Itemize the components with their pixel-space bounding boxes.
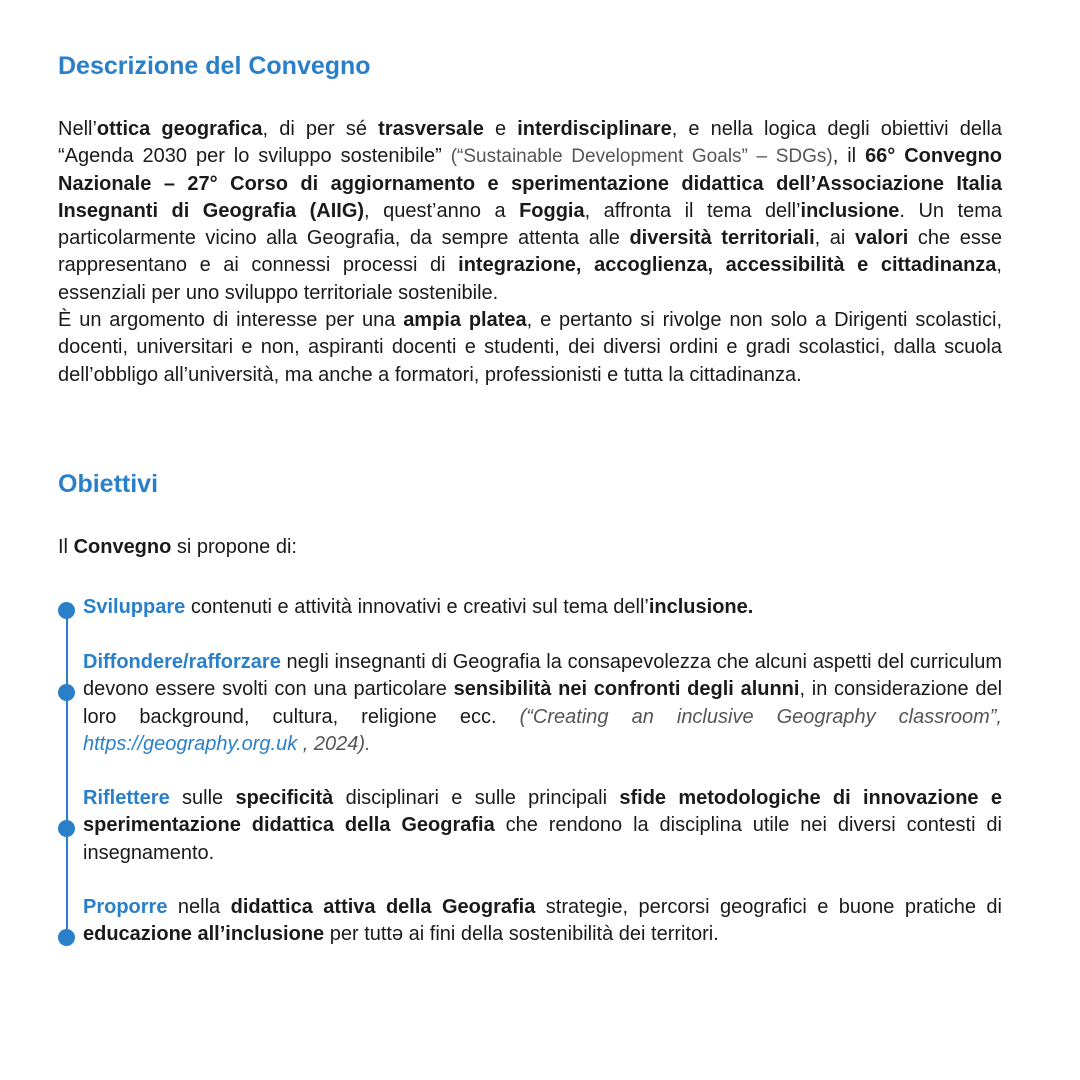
bold-span: diversità territoriali: [629, 227, 815, 250]
geography-link[interactable]: https://geography.org.uk: [83, 732, 298, 755]
text-span: , quest’anno a: [364, 199, 520, 222]
objective-item: [83, 785, 1002, 867]
text-span: nella: [167, 896, 231, 918]
objective-item: [83, 649, 1002, 758]
bold-span: Foggia: [519, 199, 585, 222]
description-heading: Descrizione del Convegno: [58, 52, 371, 80]
bold-span: inclusione: [800, 199, 900, 222]
bold-span: ottica geografica: [96, 118, 263, 140]
timeline-dot: [58, 929, 75, 946]
text-span: contenuti e attività innovativi e creativi sul tema dell’: [185, 596, 649, 618]
citation: , 2024).: [297, 732, 371, 755]
bold-span: ampia platea: [403, 309, 527, 332]
objective-verb: Proporre: [83, 896, 168, 918]
text-span: , in considerazione del loro background, cultura, religione ecc.: [83, 678, 1003, 728]
bold-span: sensibilità nei confronti degli alunni: [453, 678, 800, 701]
bold-span: interdisciplinare: [517, 118, 672, 140]
bold-span: didattica attiva della Geografia: [230, 896, 536, 918]
objective-verb: Riflettere: [83, 787, 170, 809]
text-span: negli insegnanti di Geografia la consapevolezza che alcuni aspetti del curriculum devono essere svolti con una particolare: [83, 651, 1002, 701]
bold-span: specificità: [235, 787, 334, 809]
timeline-line: [66, 608, 68, 936]
bold-span: inclusione.: [648, 596, 754, 618]
text-span: , di per sé: [262, 118, 379, 140]
text-span: , essenziali per uno sviluppo territoriale sostenibile.: [58, 254, 1002, 304]
objectives-intro: [58, 534, 1002, 561]
bold-span: valori: [854, 227, 909, 250]
text-span: sulle: [169, 787, 236, 809]
text-span: per tuttə ai fini della sostenibilità dei territori.: [324, 923, 719, 946]
bold-span: Convegno: [73, 536, 172, 558]
timeline-dot: [58, 602, 75, 619]
text-span: disciplinari e sulle principali: [333, 787, 620, 809]
text-span: , affronta il tema dell’: [584, 199, 801, 222]
timeline-dot: [58, 684, 75, 701]
text-span: Il: [58, 536, 74, 558]
objective-item: [83, 894, 1002, 949]
objectives-heading: Obiettivi: [58, 470, 159, 498]
description-text: [58, 116, 1002, 389]
bold-span: educazione all’inclusione: [83, 923, 325, 946]
objective-item: [83, 594, 1002, 621]
objective-verb: Sviluppare: [83, 596, 186, 618]
text-span: È un argomento di interesse per una: [58, 309, 404, 332]
timeline-dot: [58, 820, 75, 837]
bold-span: trasversale: [378, 118, 484, 140]
text-span: . Un tema particolarmente vicino alla Geografia, da sempre attenta alle: [58, 199, 1002, 250]
text-span: , e nella logica degli obiettivi della “Agenda 2030 per lo sviluppo sostenibile”: [58, 118, 1002, 168]
text-span: , e pertanto si rivolge non solo a Dirigenti scolastici, docenti, universitari e non, aspiranti docenti e studenti, dei diversi ordini e gradi scolastici, dalla scuola dell’obbligo all’università, ma anche a formatori, professionisti e tutta la cittadinanza.: [58, 309, 1003, 386]
bold-span: integrazione, accoglienza, accessibilità e cittadinanza: [458, 254, 997, 277]
text-span: si propone di:: [171, 536, 297, 558]
sdgs-note: (“Sustainable Development Goals” – SDGs): [450, 146, 833, 168]
bold-span: sfide metodologiche di innovazione e sperimentazione didattica della Geografia: [83, 787, 1002, 837]
citation: (“Creating an inclusive Geography classroom”,: [519, 705, 1002, 728]
bold-span: 66° Convegno Nazionale – 27° Corso di aggiornamento e sperimentazione didattica dell’Associazione Italia Insegnanti di Geografia (AIIG): [58, 145, 1003, 222]
text-span: , ai: [814, 227, 855, 250]
text-span: , il: [832, 145, 866, 168]
text-span: che rendono la disciplina utile nei diversi contesti di insegnamento.: [83, 814, 1002, 864]
text-span: Nell’: [58, 118, 97, 140]
text-span: che esse rappresentano e ai connessi processi di: [58, 227, 1002, 277]
objective-verb: Diffondere/rafforzare: [83, 651, 281, 673]
text-span: strategie, percorsi geografici e buone pratiche di: [535, 896, 1002, 918]
text-span: e: [483, 118, 518, 140]
